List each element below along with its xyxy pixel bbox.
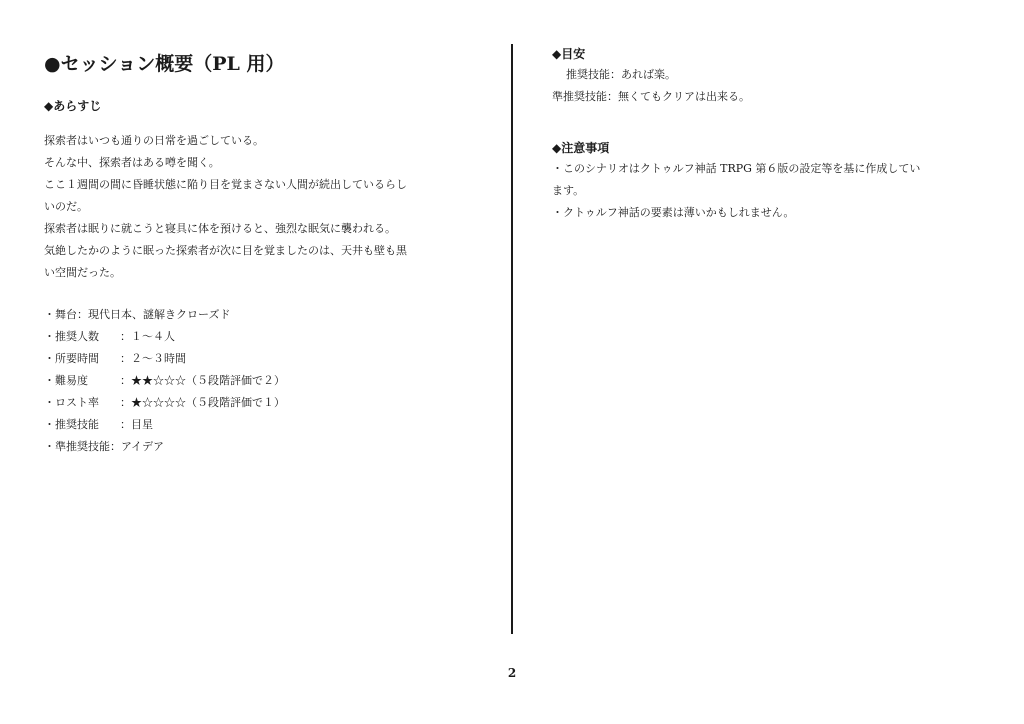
right-column <box>552 44 992 224</box>
detail-separator: ： <box>120 396 131 409</box>
detail-separator: ： <box>120 352 131 365</box>
detail-row-stage <box>44 304 484 326</box>
detail-row-recommended-skills <box>44 414 484 436</box>
detail-separator: ： <box>110 440 121 453</box>
detail-row-players <box>44 326 484 348</box>
detail-row-difficulty <box>44 370 484 392</box>
synopsis-line: 探索者はいつも通りの日常を過ごしている。 <box>44 134 264 147</box>
session-details-list <box>44 304 484 458</box>
detail-label: ・舞台 <box>44 308 77 321</box>
left-column <box>44 50 484 458</box>
synopsis-paragraph <box>44 130 484 284</box>
synopsis-line: い空間だった。 <box>44 266 121 279</box>
detail-separator: ： <box>77 308 88 321</box>
detail-value: 目星 <box>131 418 153 431</box>
column-divider <box>511 44 513 634</box>
detail-label: ・所要時間 <box>44 352 99 365</box>
detail-value: １～４人 <box>131 330 175 343</box>
notes-line: ・このシナリオはクトゥルフ神話 TRPG 第６版の設定等を基に作成してい <box>552 162 921 175</box>
detail-value: ２～３時間 <box>131 352 186 365</box>
detail-separator: ： <box>120 418 131 431</box>
page-title: ●セッション概要（PL 用） <box>44 53 285 75</box>
guide-line: 推奨技能：あれば楽。 <box>566 68 676 81</box>
detail-label: ・難易度 <box>44 374 88 387</box>
difficulty-stars: ★★☆☆☆（５段階評価で２） <box>131 374 285 387</box>
detail-row-lost-rate <box>44 392 484 414</box>
notes-line: ・クトゥルフ神話の要素は薄いかもしれません。 <box>552 206 795 219</box>
detail-value: アイデア <box>121 440 165 453</box>
guide-heading: ◆目安 <box>552 47 586 61</box>
synopsis-line: そんな中、探索者はある噂を聞く。 <box>44 156 220 169</box>
detail-row-sub-recommended-skills <box>44 436 484 458</box>
notes-heading: ◆注意事項 <box>552 141 610 155</box>
lost-rate-stars: ★☆☆☆☆（５段階評価で１） <box>131 396 285 409</box>
synopsis-line: 探索者は眠りに就こうと寝具に体を預けると、強烈な眠気に襲われる。 <box>44 222 396 235</box>
synopsis-line: いのだ。 <box>44 200 88 213</box>
detail-label: ・推奨人数 <box>44 330 99 343</box>
detail-separator: ： <box>120 374 131 387</box>
synopsis-line: ここ１週間の間に昏睡状態に陥り目を覚まさない人間が続出しているらし <box>44 178 407 191</box>
synopsis-heading: ◆あらすじ <box>44 99 102 113</box>
page-number: 2 <box>507 666 517 680</box>
detail-separator: ： <box>120 330 131 343</box>
notes-line: ます。 <box>552 184 585 197</box>
detail-label: ・ロスト率 <box>44 396 99 409</box>
detail-row-duration <box>44 348 484 370</box>
detail-label: ・準推奨技能 <box>44 440 110 453</box>
synopsis-line: 気絶したかのように眠った探索者が次に目を覚ましたのは、天井も壁も黒 <box>44 244 407 257</box>
guide-line: 準推奨技能：無くてもクリアは出来る。 <box>552 90 750 103</box>
detail-value: 現代日本、謎解きクローズド <box>88 308 231 321</box>
detail-label: ・推奨技能 <box>44 418 99 431</box>
